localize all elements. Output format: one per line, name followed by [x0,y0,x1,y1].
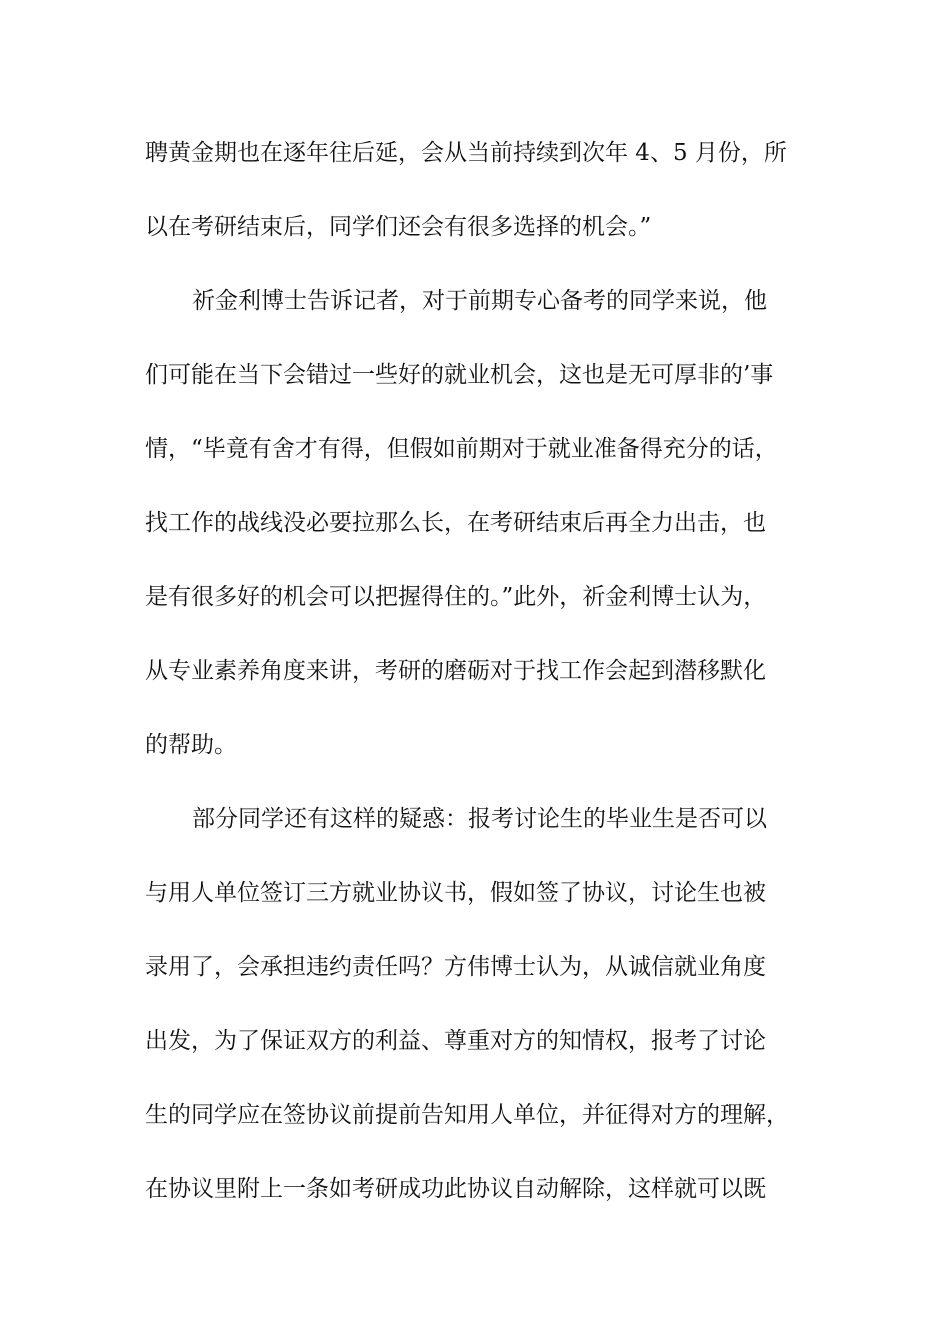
body-text [145,130,825,1240]
text-line: 录用了，会承担违约责任吗？方伟博士认为，从诚信就业角度 [145,954,766,980]
text-line: 情，“毕竟有舍才有得，但假如前期对于就业准备得充分的话， [145,436,778,462]
text-line: 是有很多好的机会可以把握得住的。”此外，祈金利博士认为， [145,584,767,610]
text-line: 的帮助。 [145,732,237,758]
text-line: 出发，为了保证双方的利益、尊重对方的知情权，报考了讨论 [145,1028,766,1054]
text-line: 从专业素养角度来讲，考研的磨砺对于找工作会起到潜移默化 [145,658,766,684]
text-line: 与用人单位签订三方就业协议书，假如签了协议，讨论生也被 [145,880,766,906]
text-line: 生的同学应在签协议前提前告知用人单位，并征得对方的理解， [145,1102,789,1128]
text-line: 部分同学还有这样的疑惑：报考讨论生的毕业生是否可以 [192,806,767,832]
text-line: 在协议里附上一条如考研成功此协议自动解除，这样就可以既 [145,1176,766,1202]
text-line: 找工作的战线没必要拉那么长，在考研结束后再全力出击，也 [145,510,766,536]
text-line: 以在考研结束后，同学们还会有很多选择的机会。” [145,214,652,240]
text-line: 们可能在当下会错过一些好的就业机会，这也是无可厚非的’事 [145,362,774,388]
text-line: 聘黄金期也在逐年往后延，会从当前持续到次年 4、5 月份，所 [145,140,787,166]
text-line: 祈金利博士告诉记者，对于前期专心备考的同学来说，他 [192,288,767,314]
